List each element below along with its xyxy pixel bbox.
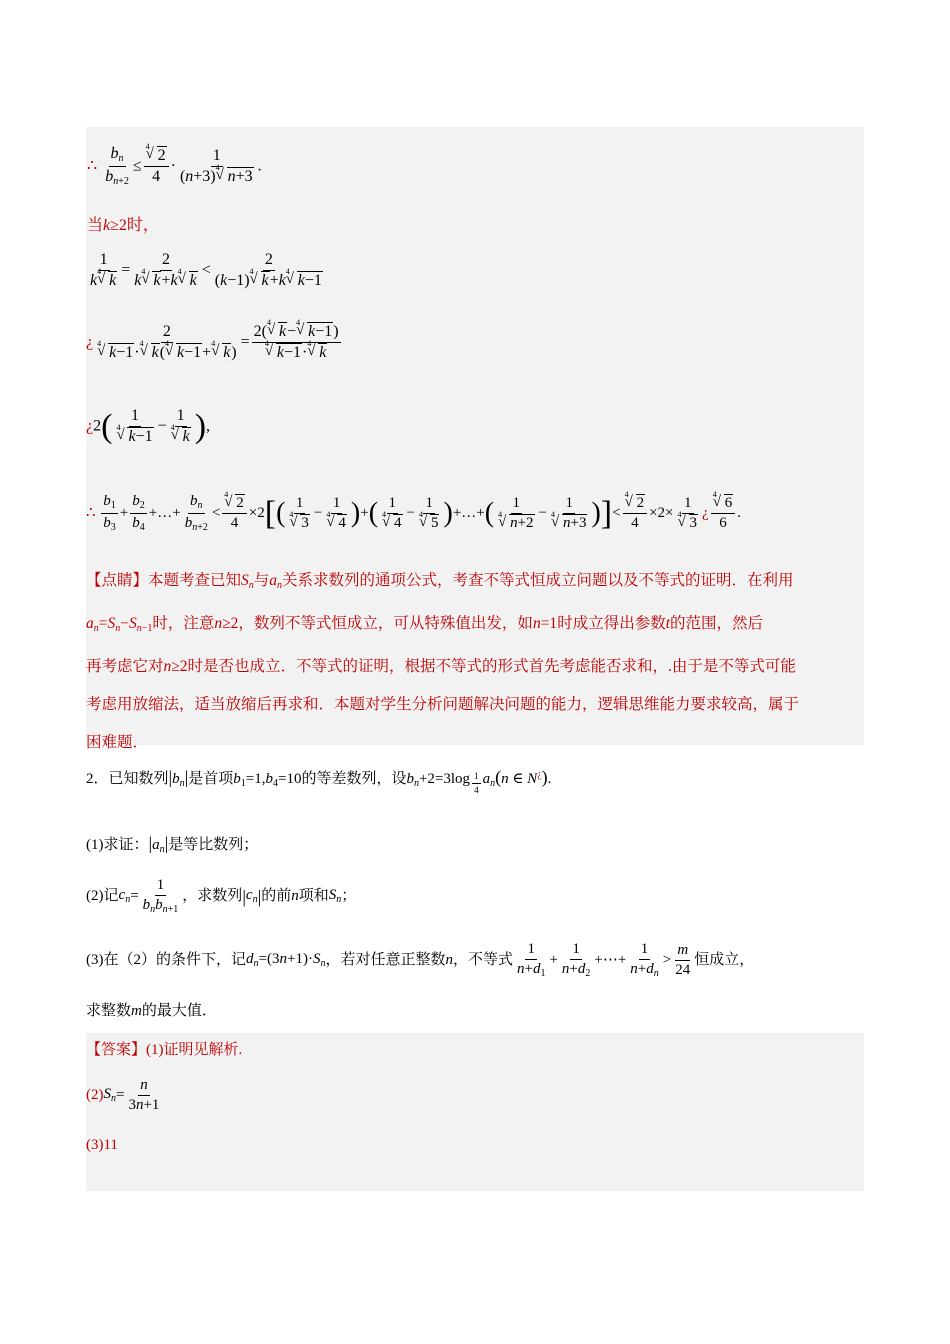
- problem-part-3: (3)在（2）的条件下，记$d_n=(3n+1)\cdot S_n$，若对任意正整数n，不等式 $\frac{1}{n+d_1}$ + $\frac{1}{n+d_2}$ +⋯+ $\frac{1}{n+d_n}$ > $\frac{m}{24}$ 恒成立，: [86, 941, 755, 979]
- solution-conclusion-2: ∴ $\frac{b_1}{b_3}$ + $\frac{b_2}{b_4}$ +…+ $\frac{b_n}{b_{n+2}}$ < √ 4 2 4 ×2[( 1 √ 4 3 − 1 √ 4 4 )+( 1 √ 4 4 − 1 √ 4 5 )+…+( 1 √ 4 n+2 − 1 √ 4 n+3 )]< √ 4 2 4 ×2× 1 √ 4 3 ¿ √ 4 6 6 .: [86, 494, 741, 533]
- inequality-1: 1 k √ 4 k = 2 k √ 4 k+k √ 4 k < 2 (k−1) √ 4 k+k √ 4 k−1: [86, 252, 327, 289]
- answer-1: 【答案】(1)证明见解析.: [86, 1042, 243, 1058]
- answer-tag: 【答案】: [86, 1042, 147, 1058]
- solution-conclusion-1: ∴ $\frac{b_n}{b_{n+2}}$ ≤ √ 4 2 4 · 1 (n+3) √ 4 n+3 .: [87, 146, 262, 187]
- problem-part-3-cont: 求整数m的最大值．: [86, 1003, 217, 1019]
- problem-stem: 2．已知数列$|b_n|$是首项$b_1=1,b_4=10$的等差数列，设$b_n+2=3\log$ $_{\frac{1}{4}}$ $a_n(n$ ∈ N¿).: [86, 767, 552, 796]
- answer-3: (3)11: [86, 1137, 118, 1153]
- answer-2: $(2)S_n=$ $\frac{n}{3n+1}$: [86, 1077, 160, 1113]
- inequality-3: ¿2( 1 √ 4 k−1 − 1 √ 4 k ),: [86, 408, 210, 445]
- case-condition: 当k≥2时，: [87, 217, 159, 234]
- inequality-2: ¿ 2 √ 4 k−1· √ 4 k( √ 4 k−1+ √ 4 k) = 2( √ 4 k− √ 4 k−1) √ 4 k−1· √ 4 k: [86, 324, 343, 361]
- problem-part-2: (2)记$c_n=$ $\frac{1}{b_nb_{n+1}}$ ，求数列$|c_n|$的前n项和$S_n$；: [86, 877, 357, 915]
- commentary-tag: 【点睛】: [86, 572, 149, 589]
- problem-part-1: (1)求证：$|a_n|$是等比数列；: [86, 833, 259, 855]
- commentary-paragraph: 【点睛】本题考查已知$S_n$与$a_n$关系求数列的通项公式，考查不等式恒成立问题以及不等式的证明．在利用 $a_n=S_n-S_{n-1}$时，注意n≥2，数列不等式恒成立，可从特殊值出发，如n=1时成立得出参数t的范围，然后 再考虑它对n≥2时是否也成立．不等式的证明，根据不等式的形式首先考虑能否求和，.由于是不等式可能 考虑用放缩法，适当放缩后再求和．本题对学生分析问题解决问题的能力，逻辑思维能力要求较高，属于 困难题．: [86, 572, 800, 751]
